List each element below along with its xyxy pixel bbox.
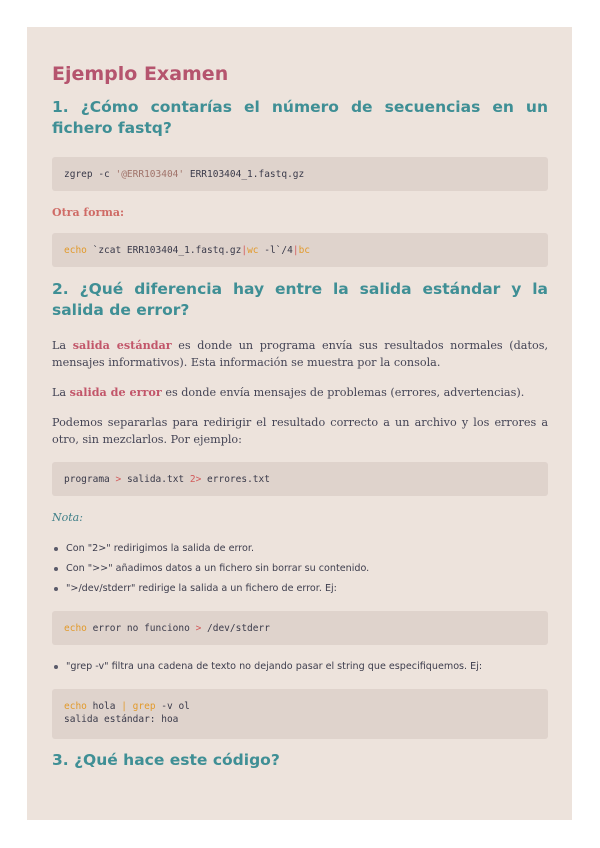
list-item-text: ">/dev/stderr" redirige la salida a un fichero de error. Ej: xyxy=(66,583,337,594)
paragraph-text: Podemos separarlas para redirigir el resultado correcto a un archivo y los errores a otro, sin mezclarlos. Por ejemplo: xyxy=(52,416,548,446)
grep-bullet-list xyxy=(52,657,548,677)
code-block-zcat[interactable] xyxy=(52,233,548,267)
bullet-dot-icon xyxy=(54,567,58,571)
code-output-line: salida estándar: hoa xyxy=(64,714,179,725)
question-3-heading: 3. ¿Qué hace este código? xyxy=(52,751,280,769)
text: es donde envía mensajes de problemas (errores, advertencias). xyxy=(161,386,525,399)
bullet-dot-icon xyxy=(54,587,58,591)
section-3 xyxy=(52,750,548,771)
text: es donde un programa envía sus resultados normales (datos, mensajes informativos). Esta información se muestra por la consola. xyxy=(52,339,548,369)
list-item xyxy=(52,579,548,599)
highlight-salida-estandar: salida estándar xyxy=(72,338,172,352)
paragraph-salida-estandar xyxy=(52,337,548,371)
code-token: errores.txt xyxy=(201,474,270,485)
text: La xyxy=(52,386,70,399)
code-token: -l`/4 xyxy=(258,245,293,256)
code-keyword: wc xyxy=(247,245,259,256)
code-keyword: bc xyxy=(298,245,311,256)
document-page xyxy=(27,27,572,820)
code-token: salida.txt xyxy=(121,474,190,485)
code-token: hola xyxy=(86,701,122,712)
code-operator: | xyxy=(241,245,248,256)
code-token: programa xyxy=(64,474,116,485)
code-token: error no funciono xyxy=(86,623,196,634)
code-block-programa[interactable] xyxy=(52,462,548,496)
nota-bullet-list xyxy=(52,539,548,599)
paragraph-salida-error xyxy=(52,384,548,401)
list-item-text: Con ">>" añadimos datos a un fichero sin borrar su contenido. xyxy=(66,563,370,574)
code-block-stderr[interactable] xyxy=(52,611,548,645)
list-item xyxy=(52,559,548,579)
code-operator: | xyxy=(121,701,127,712)
bullet-dot-icon xyxy=(54,665,58,669)
section-1 xyxy=(52,97,548,139)
code-token: /dev/stderr xyxy=(201,623,270,634)
highlight-salida-error: salida de error xyxy=(69,385,162,399)
code-block-grep[interactable] xyxy=(52,689,548,739)
code-operator: | xyxy=(292,245,299,256)
paragraph-separar xyxy=(52,414,548,448)
text: La xyxy=(52,339,73,352)
code-token: zgrep -c xyxy=(64,169,116,180)
list-item-text: Con "2>" redirigimos la salida de error. xyxy=(66,543,254,554)
page-title: Ejemplo Examen xyxy=(52,63,229,85)
question-1-heading: 1. ¿Cómo contarías el número de secuencias en un fichero fastq? xyxy=(52,98,548,137)
code-keyword: echo xyxy=(64,701,87,712)
code-block-zgrep[interactable] xyxy=(52,157,548,191)
list-item xyxy=(52,657,548,677)
code-operator: > xyxy=(195,623,202,634)
code-operator: 2> xyxy=(189,474,202,485)
nota-label: Nota: xyxy=(52,511,83,524)
bullet-dot-icon xyxy=(54,547,58,551)
code-operator: > xyxy=(115,474,122,485)
code-keyword: echo xyxy=(64,623,87,634)
list-item-text: "grep -v" filtra una cadena de texto no dejando pasar el string que especifiquemos. Ej: xyxy=(66,661,483,672)
question-2-heading: 2. ¿Qué diferencia hay entre la salida estándar y la salida de error? xyxy=(52,280,548,319)
code-token: -v ol xyxy=(155,701,190,712)
list-item xyxy=(52,539,548,559)
code-keyword: echo xyxy=(64,245,87,256)
code-token: ERR103404_1.fastq.gz xyxy=(184,169,305,180)
otra-forma-label: Otra forma: xyxy=(52,206,125,219)
code-keyword: grep xyxy=(126,701,156,712)
code-token: `zcat ERR103404_1.fastq.gz xyxy=(86,245,242,256)
code-string: '@ERR103404' xyxy=(115,169,185,180)
section-2 xyxy=(52,279,548,321)
